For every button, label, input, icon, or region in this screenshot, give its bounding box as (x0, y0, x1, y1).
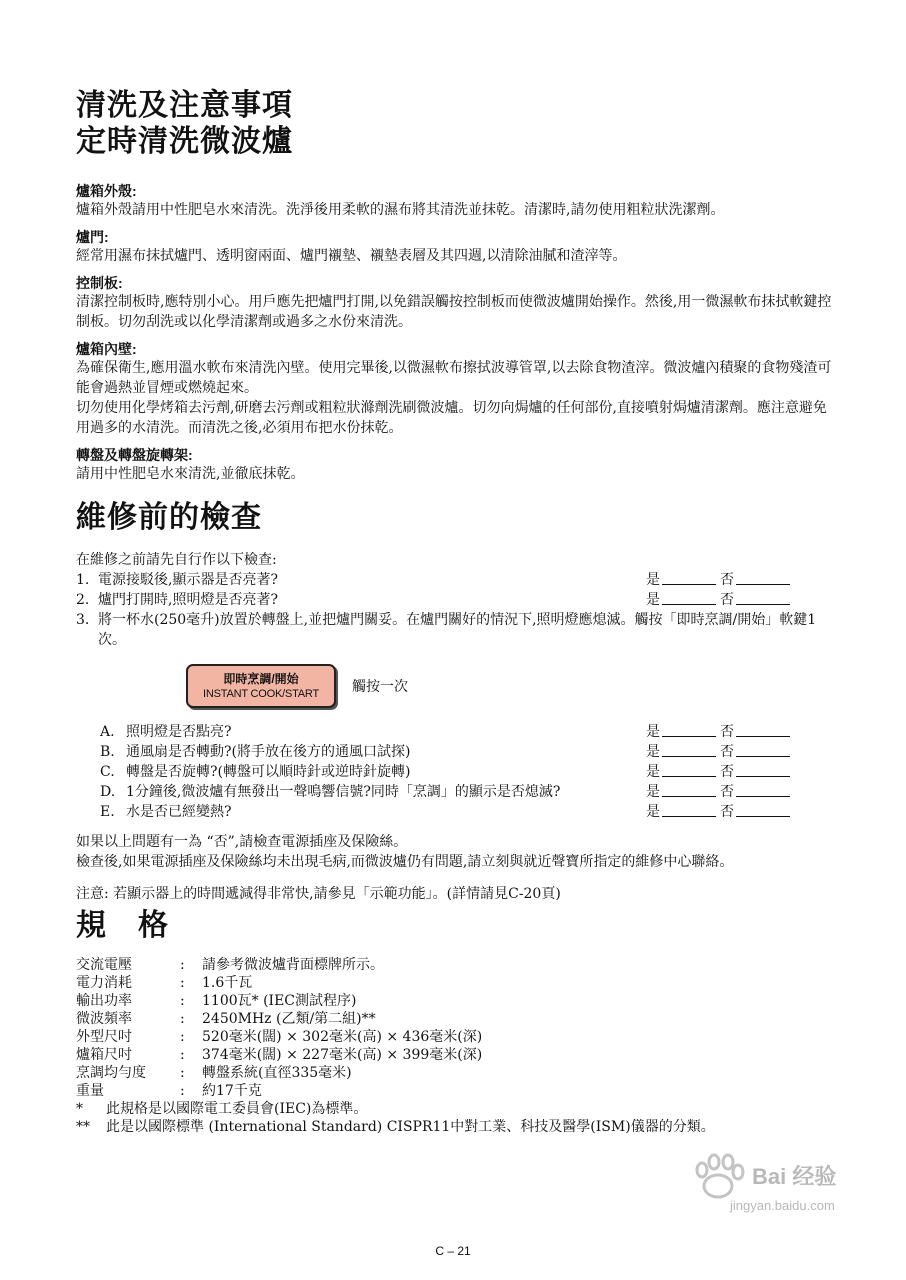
check-step (76, 610, 836, 650)
spec-value: 1.6千瓦 (202, 975, 253, 991)
yes-no-blanks (646, 802, 836, 822)
spec-colon: : (180, 1083, 185, 1099)
yes-label: 是 (646, 592, 660, 608)
yes-no-blanks (646, 742, 836, 762)
item-text: 照明燈是否點亮? (126, 724, 232, 740)
spec-key: 電力消耗 (76, 975, 132, 991)
yes-blank (662, 722, 716, 737)
step-number: 3. (76, 612, 90, 628)
item-letter: B. (100, 744, 115, 760)
footnote-mark: * (76, 1101, 83, 1117)
heading-cabinet: 爐箱外殼: (76, 183, 137, 199)
step-text: 爐門打開時,照明燈是否亮著? (98, 592, 278, 608)
button-label-chinese: 即時烹調/開始 (223, 671, 299, 686)
spec-key: 交流電壓 (76, 957, 132, 973)
step-text: 電源接駁後,顯示器是否亮著? (98, 572, 278, 588)
footnote-text: 此是以國際標準 (International Standard) CISPR11中對工業、科技及醫學(ISM)儀器的分類。 (106, 1119, 715, 1135)
spec-value: 1100瓦* (IEC測試程序) (202, 993, 357, 1009)
text-interior: 為確保衛生,應用溫水軟布來清洗內壁。使用完畢後,以微濕軟布擦拭波導管罩,以去除食物渣滓。微波爐內積聚的食物殘渣可能會過熱並冒煙或燃燒起來。 (76, 360, 832, 396)
spec-value: 2450MHz (乙類/第二組)** (202, 1011, 376, 1027)
page-number: C – 21 (435, 1244, 471, 1258)
text-cabinet: 爐箱外殼請用中性肥皂水來清洗。洗淨後用柔軟的濕布將其清洗並抹乾。清潔時,請勿使用粗粒狀洗潔劑。 (76, 202, 725, 218)
no-blank (736, 742, 790, 757)
after-check-text-1: 如果以上問題有一為 “否”,請檢查電源插座及保險絲。 (76, 834, 408, 850)
spec-key: 輸出功率 (76, 993, 132, 1009)
spec-colon: : (180, 1065, 185, 1081)
spec-row (76, 1082, 836, 1100)
spec-value: 520毫米(闊) × 302毫米(高) × 436毫米(深) (202, 1029, 483, 1045)
spec-key: 烹調均勻度 (76, 1065, 146, 1081)
text-interior-2: 切勿使用化學烤箱去污劑,研磨去污劑或粗粒狀滌劑洗刷微波爐。切勿向焗爐的任何部份,直接噴射焗爐清潔劑。應注意避免用過多的水清洗。而清洗之後,必須用布把水份抹乾。 (76, 400, 827, 436)
section-title-cleaning: 清洗及注意事項 (76, 88, 293, 123)
baidu-jingyan-watermark (680, 1150, 880, 1220)
spec-row (76, 1010, 836, 1028)
footnote-mark: ** (76, 1119, 90, 1135)
no-label: 否 (720, 764, 734, 780)
item-text: 1分鐘後,微波爐有無發出一聲鳴響信號?同時「烹調」的顯示是否熄滅? (126, 784, 561, 800)
heading-control-panel: 控制板: (76, 275, 123, 291)
yes-blank (662, 742, 716, 757)
yes-no-blanks (646, 762, 836, 782)
watermark-text: Bai 经验 (752, 1164, 837, 1189)
press-once-label: 觸按一次 (352, 679, 408, 695)
checks-intro: 在維修之前請先自行作以下檢查: (76, 552, 277, 568)
no-label: 否 (720, 572, 734, 588)
yes-label: 是 (646, 804, 660, 820)
no-blank (736, 722, 790, 737)
no-blank (736, 590, 790, 605)
spec-row (76, 1064, 836, 1082)
spec-key: 外型尺吋 (76, 1029, 132, 1045)
step-number: 1. (76, 572, 90, 588)
yes-label: 是 (646, 764, 660, 780)
specifications-table (76, 956, 836, 1100)
no-blank (736, 570, 790, 585)
spec-colon: : (180, 993, 185, 1009)
spec-row (76, 956, 836, 974)
spec-key: 爐箱尺吋 (76, 1047, 132, 1063)
yes-no-blanks (646, 782, 836, 802)
yes-blank (662, 570, 716, 585)
text-turntable: 請用中性肥皂水來清洗,並徹底抹乾。 (76, 466, 305, 482)
check-step (76, 570, 836, 590)
section-title-specifications: 規 格 (76, 908, 169, 943)
document-page (76, 88, 836, 1136)
watermark-url: jingyan.baidu.com (730, 1198, 835, 1213)
no-label: 否 (720, 784, 734, 800)
check-step (76, 590, 836, 610)
item-letter: C. (100, 764, 115, 780)
footnote-text: 此規格是以國際電工委員會(IEC)為標準。 (106, 1101, 368, 1117)
yes-label: 是 (646, 744, 660, 760)
section-subtitle-cleaning: 定時清洗微波爐 (76, 124, 293, 159)
check-item (76, 762, 836, 782)
heading-door: 爐門: (76, 229, 109, 245)
heading-turntable: 轉盤及轉盤旋轉架: (76, 447, 193, 463)
button-illustration (186, 664, 836, 708)
step-number: 2. (76, 592, 90, 608)
no-label: 否 (720, 804, 734, 820)
spec-value: 374毫米(闊) × 227毫米(高) × 399毫米(深) (202, 1047, 483, 1063)
instant-cook-start-button (186, 664, 336, 708)
footnote (76, 1118, 836, 1136)
item-text: 水是否已經變熱? (126, 804, 232, 820)
yes-no-blanks (646, 590, 836, 610)
no-label: 否 (720, 724, 734, 740)
yes-label: 是 (646, 784, 660, 800)
text-control-panel: 清潔控制板時,應特別小心。用戶應先把爐門打開,以免錯誤觸按控制板而使微波爐開始操作。然後,用一微濕軟布抹拭軟鍵控制板。切勿刮洗或以化學清潔劑或過多之水份來清洗。 (76, 294, 832, 330)
no-label: 否 (720, 744, 734, 760)
yes-blank (662, 762, 716, 777)
check-list (76, 722, 836, 822)
yes-blank (662, 802, 716, 817)
spec-colon: : (180, 957, 185, 973)
check-item (76, 722, 836, 742)
spec-key: 微波頻率 (76, 1011, 132, 1027)
item-text: 通風扇是否轉動?(將手放在後方的通風口試探) (126, 744, 411, 760)
spec-key: 重量 (76, 1083, 104, 1099)
button-label-english: INSTANT COOK/START (203, 687, 319, 700)
spec-value: 轉盤系統(直徑335毫米) (202, 1065, 352, 1081)
no-blank (736, 782, 790, 797)
no-blank (736, 762, 790, 777)
yes-no-blanks (646, 722, 836, 742)
spec-row (76, 1028, 836, 1046)
heading-interior: 爐箱內壁: (76, 341, 137, 357)
spec-value: 請參考微波爐背面標牌所示。 (202, 957, 384, 973)
spec-colon: : (180, 1011, 185, 1027)
item-letter: A. (100, 724, 115, 740)
spec-colon: : (180, 1047, 185, 1063)
spec-colon: : (180, 1029, 185, 1045)
yes-label: 是 (646, 724, 660, 740)
spec-value: 約17千克 (202, 1083, 262, 1099)
spec-row (76, 992, 836, 1010)
step-text: 將一杯水(250毫升)放置於轉盤上,並把爐門關妥。在爐門關好的情況下,照明燈應熄滅。觸按「即時烹調/開始」軟鍵1次。 (98, 612, 817, 648)
text-door: 經常用濕布抹拭爐門、透明窗兩面、爐門襯墊、襯墊表層及其四週,以清除油膩和渣滓等。 (76, 248, 627, 264)
item-letter: D. (100, 784, 116, 800)
yes-blank (662, 782, 716, 797)
no-label: 否 (720, 592, 734, 608)
section-title-checks: 維修前的檢查 (76, 500, 262, 535)
item-letter: E. (100, 804, 115, 820)
check-item (76, 742, 836, 762)
spec-row (76, 974, 836, 992)
demo-mode-note: 注意: 若顯示器上的時間遞減得非常快,請參見「示範功能」。(詳情請見C-20頁) (76, 886, 561, 902)
after-check-text-2: 檢查後,如果電源插座及保險絲均未出現毛病,而微波爐仍有問題,請立刻與就近聲寶所指定的維修中心聯絡。 (76, 854, 734, 870)
yes-blank (662, 590, 716, 605)
check-item (76, 802, 836, 822)
spec-colon: : (180, 975, 185, 991)
paw-icon (688, 1152, 748, 1202)
no-blank (736, 802, 790, 817)
yes-label: 是 (646, 572, 660, 588)
item-text: 轉盤是否旋轉?(轉盤可以順時針或逆時針旋轉) (126, 764, 411, 780)
check-item (76, 782, 836, 802)
footnote (76, 1100, 836, 1118)
yes-no-blanks (646, 570, 836, 590)
spec-row (76, 1046, 836, 1064)
